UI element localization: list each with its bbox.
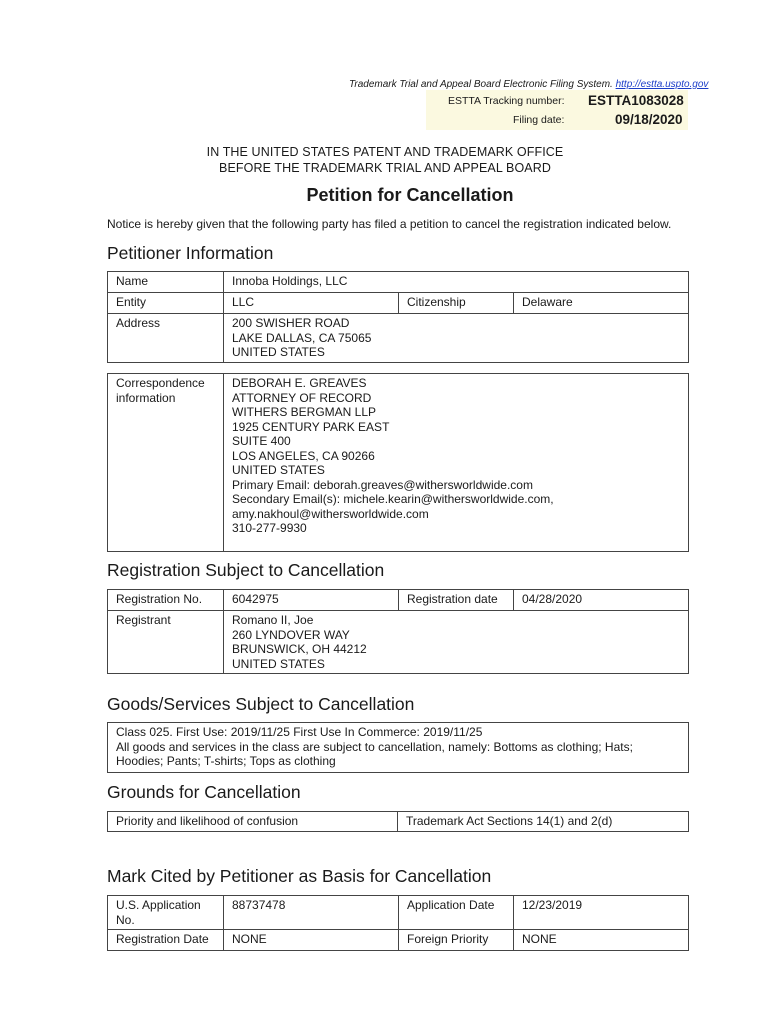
registrant-label: Registrant	[108, 611, 224, 674]
petitioner-heading: Petitioner Information	[107, 243, 274, 263]
grounds-table	[107, 811, 689, 832]
tracking-label: ESTTA Tracking number:	[448, 95, 565, 107]
correspondence-value: DEBORAH E. GREAVES ATTORNEY OF RECORD WITHERS BERGMAN LLP 1925 CENTURY PARK EAST SUITE 400 LOS ANGELES, CA 90266 UNITED STATES Primary Email: deborah.greaves@withersworldwide.com Secondary Email(s): michele.kearin@withersworldwide.com, amy.nakhoul@withersworldwide.com 310-277-9930	[224, 374, 689, 552]
grounds-heading: Grounds for Cancellation	[107, 782, 301, 802]
foreign-priority-label: Foreign Priority	[399, 930, 514, 951]
citizenship-label: Citizenship	[399, 293, 514, 314]
app-date-label: Application Date	[399, 896, 514, 930]
goods-text: Class 025. First Use: 2019/11/25 First Use In Commerce: 2019/11/25 All goods and services in the class are subject to cancellation, namely: Bottoms as clothing; Hats; Hoodies; Pants; T-shirts; Tops as clothing	[108, 723, 689, 773]
app-date-value: 12/23/2019	[514, 896, 689, 930]
statute-value: Trademark Act Sections 14(1) and 2(d)	[398, 812, 689, 832]
correspondence-table	[107, 373, 689, 552]
address-label: Address	[108, 314, 224, 363]
notice-text: Notice is hereby given that the following party has filed a petition to cancel the registration indicated below.	[107, 217, 672, 231]
mark-reg-date-value: NONE	[224, 930, 399, 951]
registration-heading: Registration Subject to Cancellation	[107, 560, 385, 580]
mark-table	[107, 895, 689, 951]
mark-heading: Mark Cited by Petitioner as Basis for Cancellation	[107, 866, 492, 886]
address-value: 200 SWISHER ROAD LAKE DALLAS, CA 75065 UNITED STATES	[224, 314, 689, 363]
citizenship-value: Delaware	[514, 293, 689, 314]
tracking-box	[426, 90, 688, 130]
goods-heading: Goods/Services Subject to Cancellation	[107, 694, 415, 714]
filing-date-value: 09/18/2020	[615, 112, 683, 127]
system-text: Trademark Trial and Appeal Board Electronic Filing System.	[349, 79, 613, 90]
registration-table	[107, 589, 689, 674]
name-label: Name	[108, 272, 224, 293]
filing-date-label: Filing date:	[513, 114, 565, 126]
tracking-number: ESTTA1083028	[588, 93, 684, 108]
office-line-1: IN THE UNITED STATES PATENT AND TRADEMARK OFFICE	[206, 145, 564, 159]
office-line-2: BEFORE THE TRADEMARK TRIAL AND APPEAL BOARD	[219, 161, 551, 175]
app-no-value: 88737478	[224, 896, 399, 930]
estta-link[interactable]: http://estta.uspto.gov	[615, 79, 709, 90]
mark-reg-date-label: Registration Date	[108, 930, 224, 951]
document-title: Petition for Cancellation	[306, 185, 514, 205]
foreign-priority-value: NONE	[514, 930, 689, 951]
goods-table	[107, 722, 689, 773]
registration-no-label: Registration No.	[108, 590, 224, 611]
estta-system-line	[349, 79, 708, 90]
petitioner-table	[107, 271, 689, 363]
entity-value: LLC	[224, 293, 399, 314]
correspondence-label: Correspondence information	[108, 374, 224, 552]
registration-date-value: 04/28/2020	[514, 590, 689, 611]
registration-date-label: Registration date	[399, 590, 514, 611]
entity-label: Entity	[108, 293, 224, 314]
registration-no-value: 6042975	[224, 590, 399, 611]
name-value: Innoba Holdings, LLC	[224, 272, 689, 293]
registrant-value: Romano II, Joe 260 LYNDOVER WAY BRUNSWICK, OH 44212 UNITED STATES	[224, 611, 689, 674]
app-no-label: U.S. Application No.	[108, 896, 224, 930]
ground-value: Priority and likelihood of confusion	[108, 812, 398, 832]
